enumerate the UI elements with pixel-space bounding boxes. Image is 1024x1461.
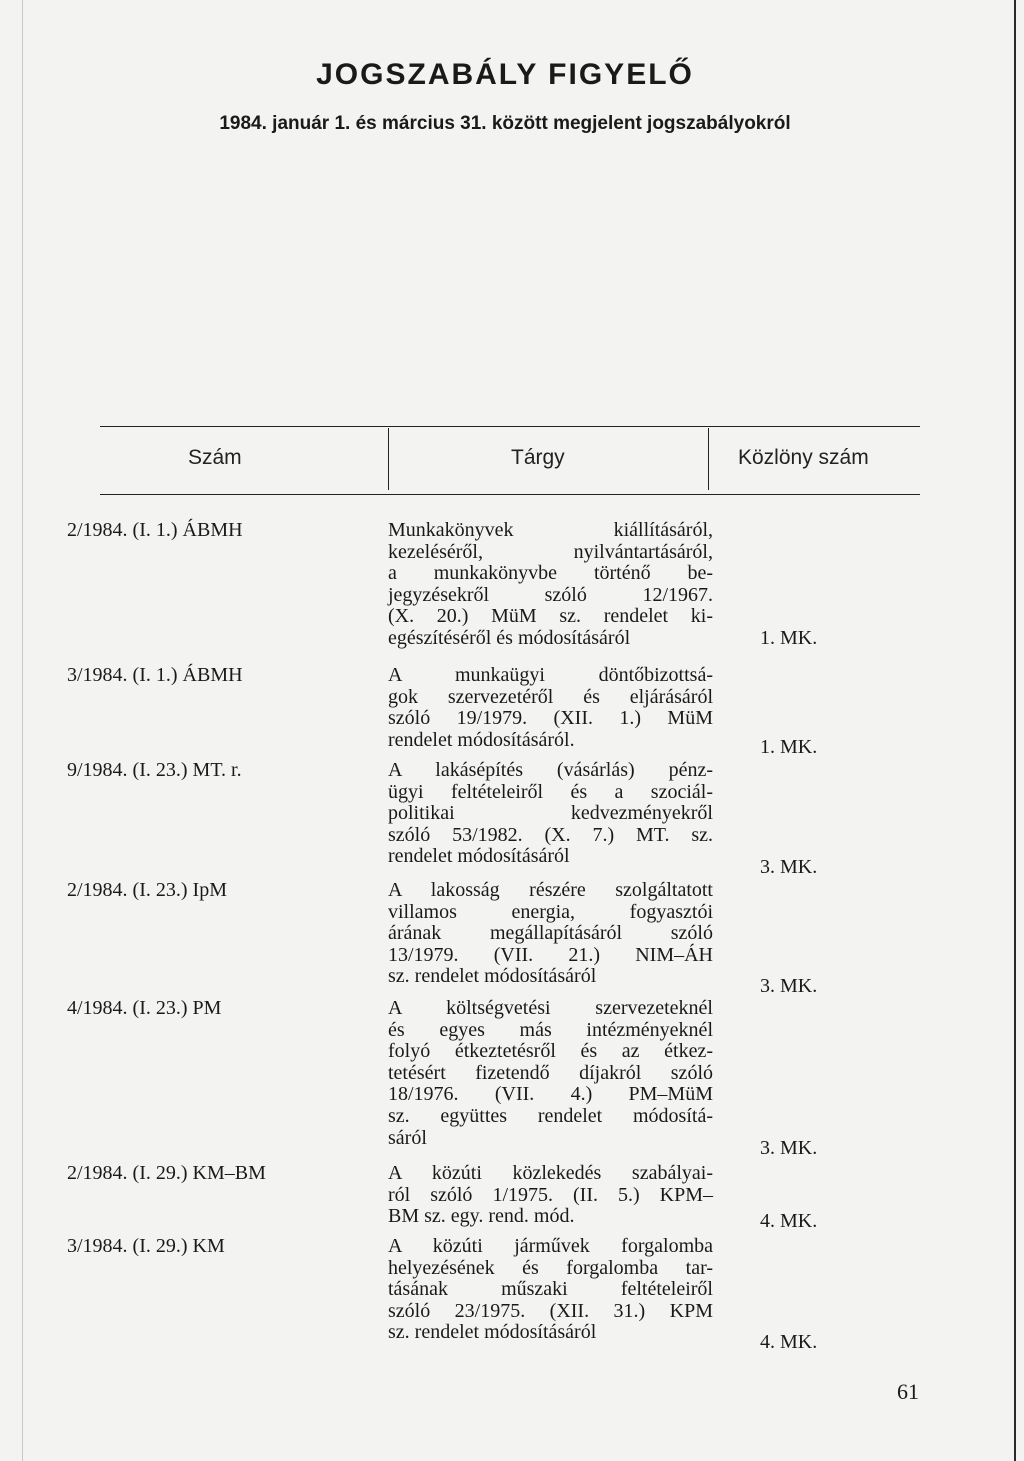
- subject-line: tásának műszaki feltételeiről: [388, 1278, 713, 1301]
- row-subject: [388, 760, 713, 868]
- subject-line: villamos energia, fogyasztói: [388, 900, 713, 923]
- subject-line: 13/1979. (VII. 21.) NIM–ÁH: [388, 943, 713, 966]
- subject-line: gok szervezetéről és eljárásáról: [388, 685, 713, 708]
- row-subject: [388, 1163, 713, 1228]
- subject-line: tetésért fizetendő díjakról szóló: [388, 1061, 713, 1084]
- subject-line: szóló 23/1975. (XII. 31.) KPM: [388, 1299, 713, 1322]
- subject-line: szóló 19/1979. (XII. 1.) MüM: [388, 707, 713, 730]
- row-subject: [388, 1236, 713, 1344]
- subject-line: a munkakönyvbe történő be-: [388, 562, 713, 585]
- subject-line: A munkaügyi döntőbizottsá-: [388, 664, 713, 686]
- column-header-targy: Tárgy: [511, 446, 565, 469]
- row-subject: [388, 880, 713, 988]
- column-header-szam: Szám: [188, 446, 242, 469]
- column-divider: [708, 428, 709, 490]
- subject-line: BM sz. egy. rend. mód.: [388, 1205, 575, 1228]
- subject-line: Munkakönyvek kiállításáról,: [388, 519, 713, 541]
- row-number: 2/1984. (I. 1.) ÁBMH: [67, 519, 243, 541]
- row-gazette: 4. MK.: [760, 1331, 818, 1353]
- subject-line: sz. rendelet módosításáról: [388, 965, 597, 988]
- subject-line: egészítéséről és módosításáról: [388, 626, 631, 649]
- page-subtitle: 1984. január 1. és március 31. között megjelent jogszabályokról: [219, 113, 791, 134]
- table-header-bottom-rule: [100, 494, 920, 495]
- subject-line: árának megállapításáról szóló: [388, 922, 713, 945]
- subject-line: sz. együttes rendelet módosítá-: [388, 1104, 713, 1127]
- row-gazette: 1. MK.: [760, 736, 818, 758]
- table-header-top-rule: [100, 426, 920, 427]
- subject-line: ról szóló 1/1975. (II. 5.) KPM–: [388, 1183, 713, 1206]
- subject-line: folyó étkeztetésről és az étkez-: [388, 1040, 713, 1063]
- page-number: 61: [897, 1379, 919, 1404]
- subject-line: sáról: [388, 1126, 427, 1149]
- row-number: 3/1984. (I. 1.) ÁBMH: [67, 664, 243, 686]
- row-number: 2/1984. (I. 23.) IpM: [67, 879, 227, 901]
- subject-line: és egyes más intézményeknél: [388, 1018, 713, 1041]
- row-subject: [388, 665, 713, 751]
- subject-line: helyezésének és forgalomba tar-: [388, 1256, 713, 1279]
- row-subject: [388, 998, 713, 1149]
- subject-line: (X. 20.) MüM sz. rendelet ki-: [388, 605, 713, 628]
- subject-line: A lakásépítés (vásárlás) pénz-: [388, 759, 713, 781]
- row-gazette: 1. MK.: [760, 627, 818, 649]
- subject-line: jegyzésekről szóló 12/1967.: [388, 583, 713, 606]
- row-number: 4/1984. (I. 23.) PM: [67, 997, 222, 1019]
- row-gazette: 3. MK.: [760, 856, 818, 878]
- subject-line: 18/1976. (VII. 4.) PM–MüM: [388, 1083, 713, 1106]
- row-gazette: 3. MK.: [760, 1137, 818, 1159]
- subject-line: sz. rendelet módosításáról: [388, 1321, 597, 1344]
- page-edge-right: [1014, 0, 1016, 1461]
- page-title: JOGSZABÁLY FIGYELŐ: [316, 58, 694, 91]
- row-subject: [388, 520, 713, 650]
- subject-line: rendelet módosításáról.: [388, 728, 575, 751]
- row-gazette: 3. MK.: [760, 975, 818, 997]
- page-edge-left: [22, 0, 23, 1461]
- column-divider: [388, 428, 389, 490]
- subject-line: A közúti közlekedés szabályai-: [388, 1162, 713, 1184]
- row-number: 2/1984. (I. 29.) KM–BM: [67, 1162, 266, 1184]
- subject-line: A közúti járművek forgalomba: [388, 1235, 713, 1257]
- column-header-kozlony: Közlöny szám: [738, 446, 869, 469]
- subject-line: rendelet módosításáról: [388, 845, 570, 868]
- subject-line: szóló 53/1982. (X. 7.) MT. sz.: [388, 823, 713, 846]
- subject-line: A lakosság részére szolgáltatott: [388, 879, 713, 901]
- subject-line: kezeléséről, nyilvántartásáról,: [388, 540, 713, 563]
- row-gazette: 4. MK.: [760, 1210, 818, 1232]
- subject-line: ügyi feltételeiről és a szociál-: [388, 780, 713, 803]
- subject-line: A költségvetési szervezeteknél: [388, 997, 713, 1019]
- row-number: 3/1984. (I. 29.) KM: [67, 1235, 225, 1257]
- subject-line: politikai kedvezményekről: [388, 802, 713, 825]
- row-number: 9/1984. (I. 23.) MT. r.: [67, 759, 242, 781]
